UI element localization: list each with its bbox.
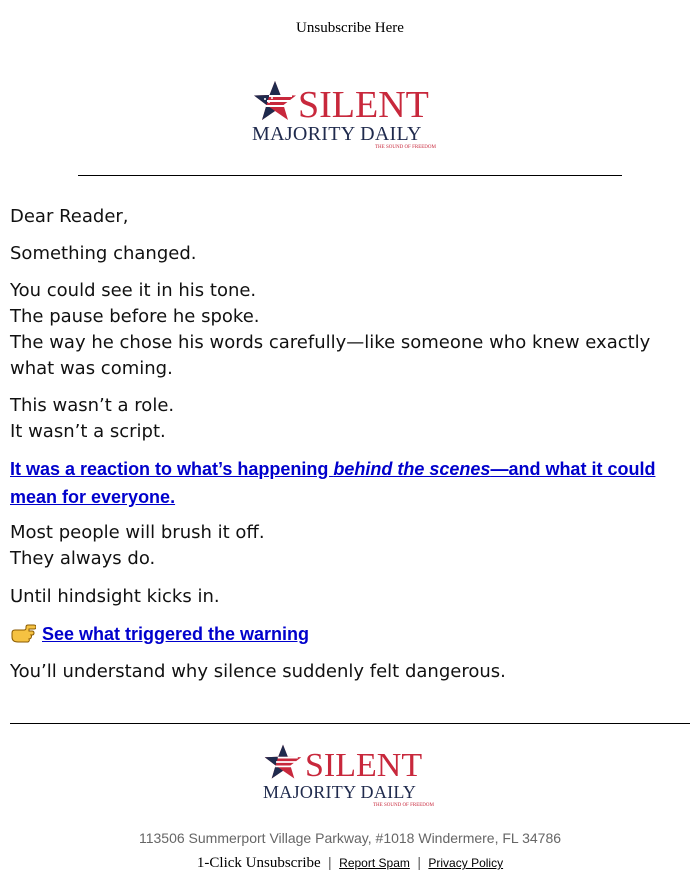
privacy-policy-link[interactable]: Privacy Policy	[428, 856, 504, 870]
pointing-hand-icon	[10, 624, 36, 644]
one-click-unsubscribe-link[interactable]: 1-Click Unsubscribe	[196, 855, 321, 871]
separator: |	[417, 855, 421, 871]
reaction-link-text[interactable]	[10, 459, 655, 507]
cta-row[interactable]	[10, 620, 690, 648]
paragraph-tone	[10, 278, 690, 382]
text-line: what was coming.	[10, 358, 173, 379]
text-line: You could see it in his tone.	[10, 280, 257, 301]
link-text-italic[interactable]: behind the scenes	[333, 459, 491, 479]
see-warning-link[interactable]: See what triggered the warning	[42, 624, 310, 644]
logo-tagline: THE SOUND OF FREEDOM	[373, 803, 434, 808]
text-line: The way he chose his words carefully—like someone who knew exactly	[10, 332, 651, 353]
paragraph-hindsight: Until hindsight kicks in.	[10, 586, 220, 607]
logo-word-majority-daily: MAJORITY DAILY	[263, 782, 417, 802]
text-line: This wasn’t a role.	[10, 395, 175, 416]
star-flag-icon	[252, 80, 298, 122]
paragraph-closing: You’ll understand why silence suddenly felt dangerous.	[10, 661, 506, 682]
logo-word-majority-daily: MAJORITY DAILY	[252, 123, 422, 145]
report-spam-link[interactable]: Report Spam	[339, 856, 410, 870]
link-text-line2[interactable]: mean for everyone.	[10, 487, 176, 507]
divider-bottom	[10, 723, 690, 724]
divider-top	[78, 175, 622, 176]
silent-majority-daily-footer-logo	[263, 743, 463, 815]
reaction-link[interactable]	[10, 455, 690, 511]
text-line: It wasn’t a script.	[10, 421, 166, 442]
paragraph-brush-off	[10, 520, 690, 572]
top-unsubscribe-link[interactable]: Unsubscribe Here	[296, 20, 404, 36]
paragraph-role	[10, 393, 690, 445]
greeting: Dear Reader,	[10, 206, 129, 227]
text-line: Most people will brush it off.	[10, 522, 265, 543]
paragraph-something-changed: Something changed.	[10, 243, 197, 264]
logo-word-silent: SILENT	[305, 747, 423, 784]
text-line: They always do.	[10, 548, 156, 569]
star-flag-icon	[263, 743, 303, 781]
link-text-part[interactable]: It was a reaction to what’s happening	[10, 459, 334, 479]
footer-address: 113506 Summerport Village Parkway, #1018 Windermere, FL 34786	[138, 830, 562, 846]
link-text-part[interactable]: —and what it could	[490, 459, 656, 479]
logo-tagline: THE SOUND OF FREEDOM	[375, 145, 436, 150]
footer-links	[0, 855, 700, 872]
logo-word-silent: SILENT	[298, 84, 429, 126]
text-line: The pause before he spoke.	[10, 306, 260, 327]
silent-majority-daily-logo	[252, 80, 452, 152]
separator: |	[328, 855, 332, 871]
